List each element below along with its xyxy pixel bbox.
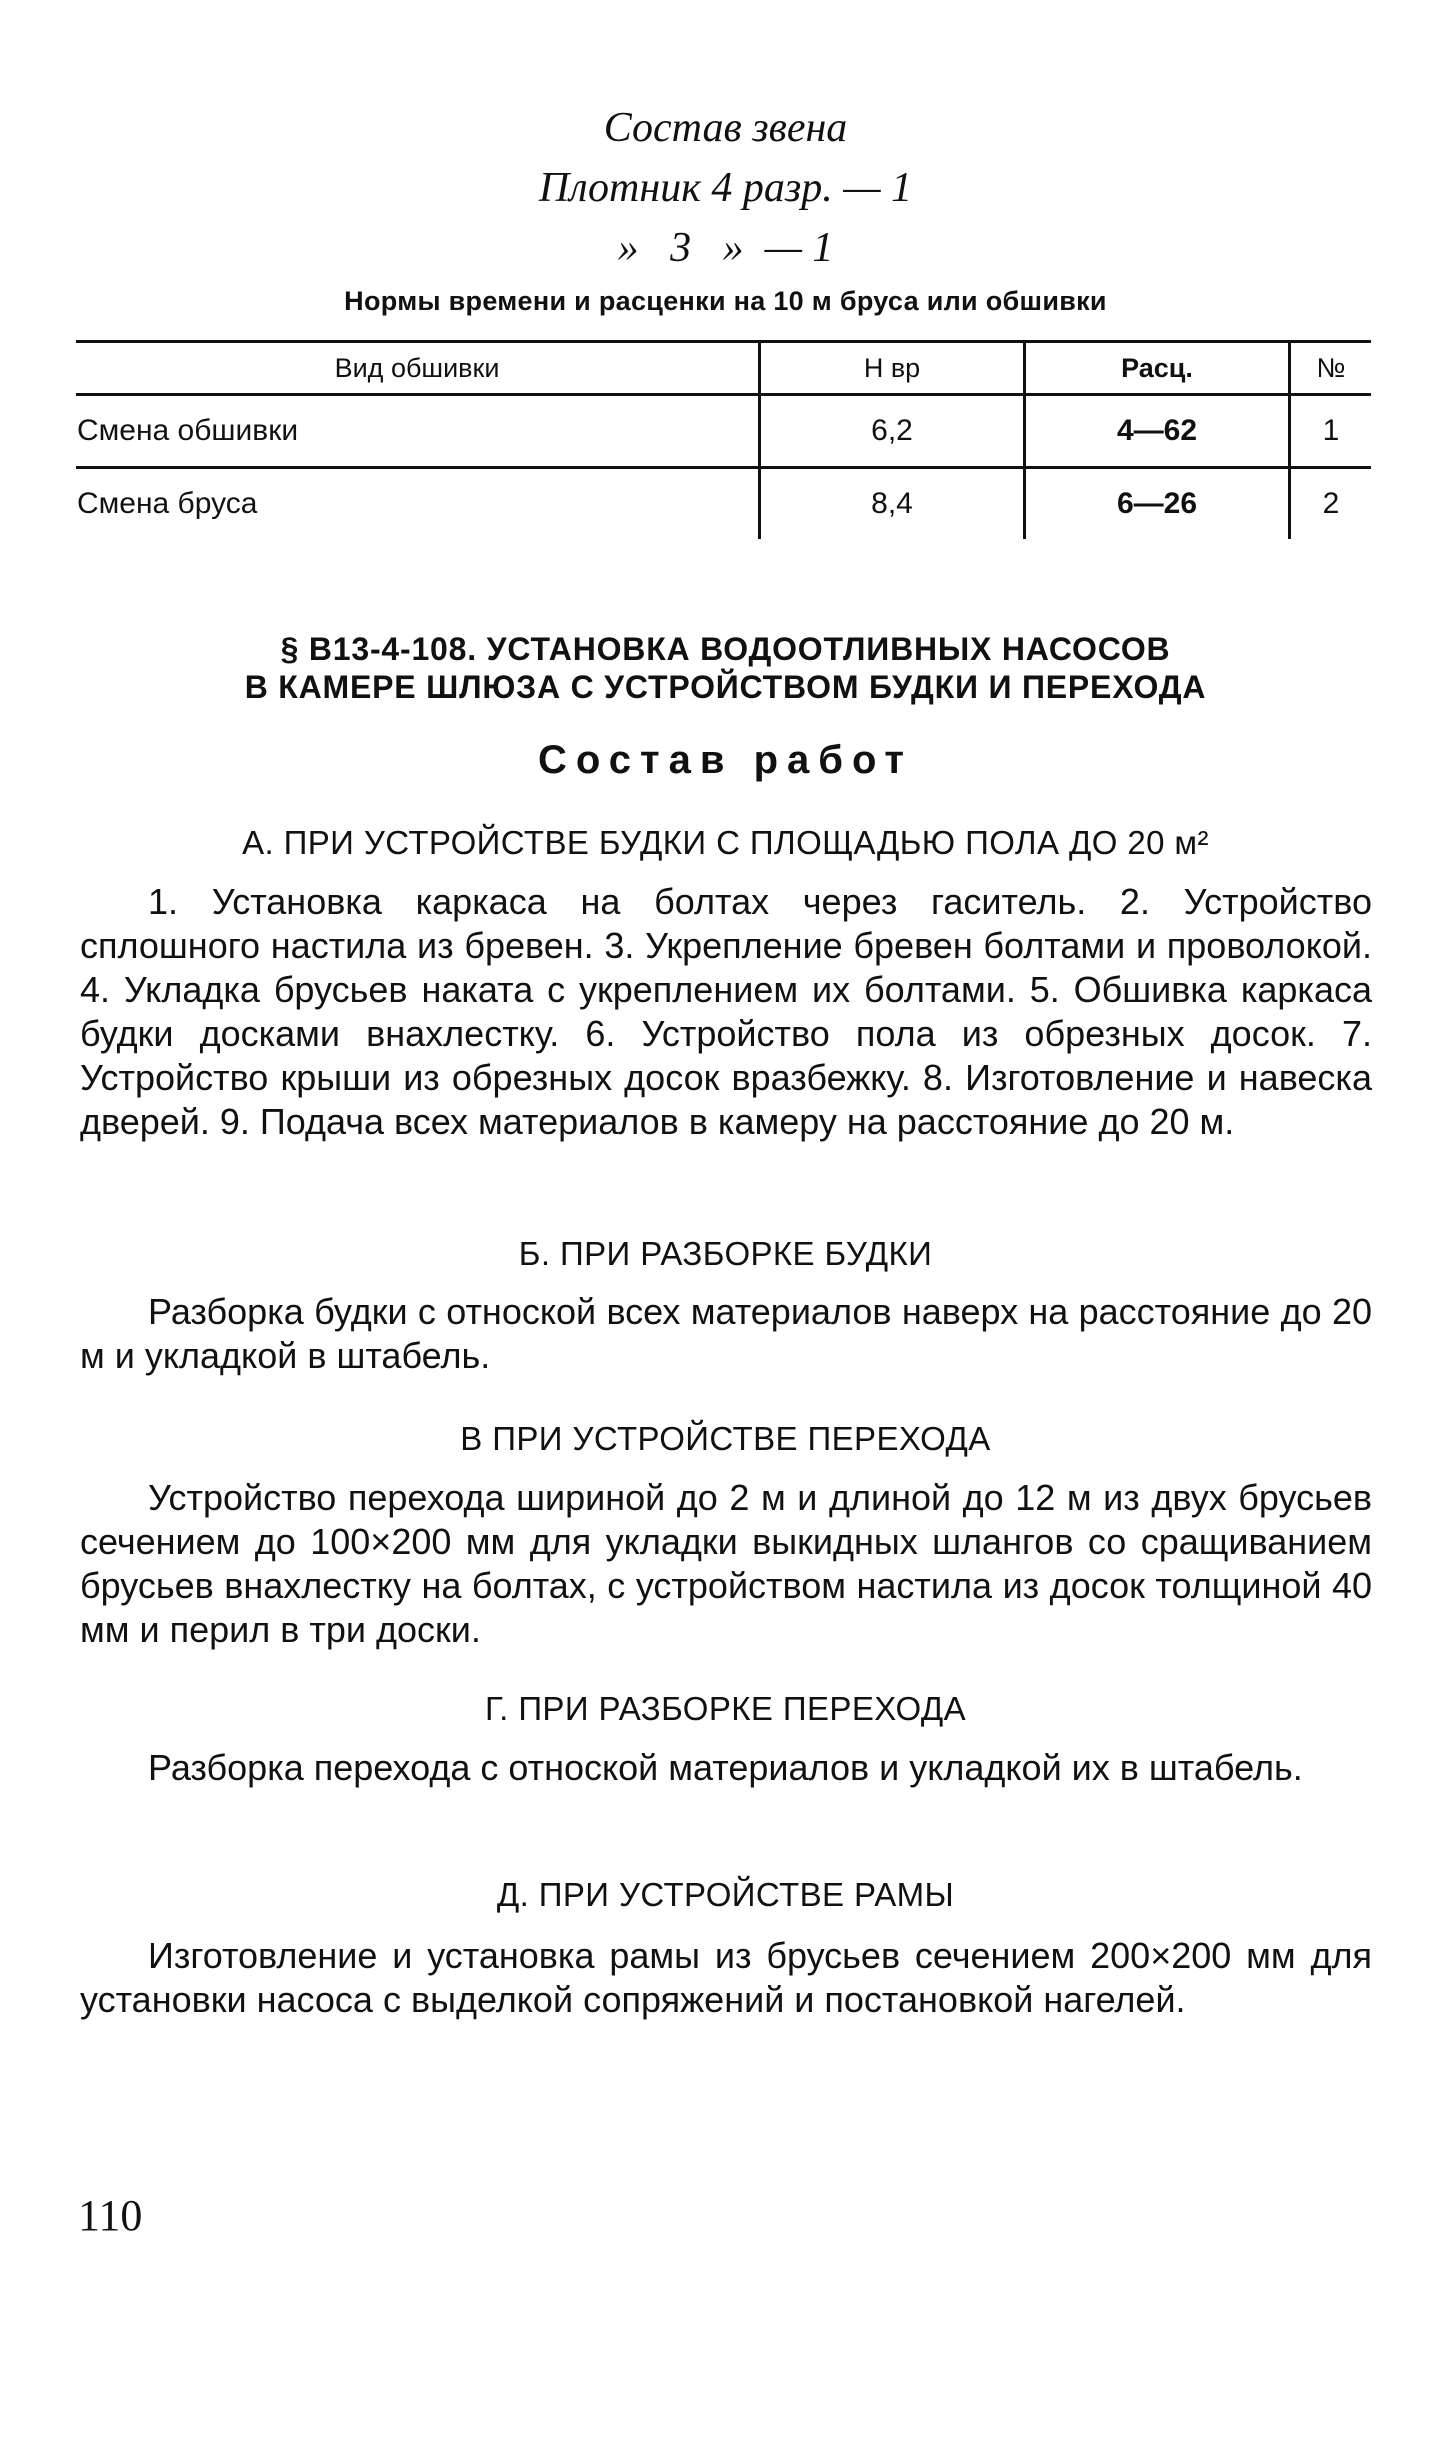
crew-line-2: » 3 » — 1 — [617, 225, 834, 271]
norms-caption: Нормы времени и расценки на 10 м бруса или обшивки — [344, 286, 1107, 316]
table-header-row — [76, 342, 1371, 395]
part-a-text: 1. Установка каркаса на болтах через гаситель. 2. Устройство сплошного настила из бревен. 3. Укрепление бревен болтами и проволокой. 4. Укладка брусьев наката с укреплением их болтами. 5. Обшивка каркаса будки досками внахлестку. 6. Устройство пола из обрезных досок. 7. Устройство крыши из обрезных досок вразбежку. 8. Изготовление и навеска дверей. 9. Подача всех материалов в камеру на расстояние до 20 м. — [80, 881, 1372, 1142]
part-b-text: Разборка будки с отноской всех материалов наверх на расстояние до 20 м и укладкой в штабель. — [80, 1291, 1372, 1376]
section-title-line-2: В КАМЕРЕ ШЛЮЗА С УСТРОЙСТВОМ БУДКИ И ПЕРЕХОДА — [244, 669, 1207, 705]
part-e-text: Изготовление и установка рамы из брусьев сечением 200×200 мм для установки насоса с выделкой сопряжений и постановкой нагелей. — [80, 1935, 1372, 2020]
cell-time: 8,4 — [760, 468, 1025, 540]
cell-type: Смена обшивки — [76, 395, 760, 468]
cell-type: Смена бруса — [77, 487, 258, 520]
cell-time: 6,2 — [760, 395, 1025, 468]
norms-table — [76, 340, 1371, 539]
header-cell-rate: Расц. — [1025, 342, 1290, 395]
section-title-line-1: § В13-4-108. УСТАНОВКА ВОДООТЛИВНЫХ НАСОСОВ — [280, 631, 1171, 667]
page-number: 110 — [78, 2191, 143, 2240]
part-a-heading: А. ПРИ УСТРОЙСТВЕ БУДКИ С ПЛОЩАДЬЮ ПОЛА ДО 20 м² — [242, 824, 1209, 861]
part-b-heading: Б. ПРИ РАЗБОРКЕ БУДКИ — [518, 1235, 933, 1272]
part-c-heading: В ПРИ УСТРОЙСТВЕ ПЕРЕХОДА — [460, 1420, 991, 1457]
cell-number: 1 — [1290, 395, 1372, 468]
part-d-heading: Г. ПРИ РАЗБОРКЕ ПЕРЕХОДА — [484, 1690, 967, 1727]
cell-number: 2 — [1290, 468, 1372, 540]
header-cell-type: Вид обшивки — [76, 342, 760, 395]
work-composition-heading: Состав работ — [538, 738, 913, 782]
table-row — [76, 468, 1371, 540]
cell-rate: 6—26 — [1025, 468, 1290, 540]
table-row — [76, 395, 1371, 468]
crew-title: Состав звена — [603, 105, 848, 151]
part-e-heading: Д. ПРИ УСТРОЙСТВЕ РАМЫ — [496, 1876, 955, 1913]
crew-composition — [0, 98, 1451, 278]
part-c-text: Устройство перехода шириной до 2 м и длиной до 12 м из двух брусьев сечением до 100×200 мм для укладки выкидных шлангов со сращиванием брусьев внахлестку на болтах, с устройством настила из досок толщиной 40 мм и перил в три доски. — [80, 1477, 1372, 1650]
cell-rate: 4—62 — [1025, 395, 1290, 468]
crew-line-1: Плотник 4 разр. — 1 — [538, 165, 913, 211]
header-cell-time: Н вр — [760, 342, 1025, 395]
section-title — [0, 630, 1451, 706]
header-cell-number: № — [1290, 342, 1372, 395]
part-d-text: Разборка перехода с отноской материалов и укладкой их в штабель. — [148, 1747, 1303, 1788]
